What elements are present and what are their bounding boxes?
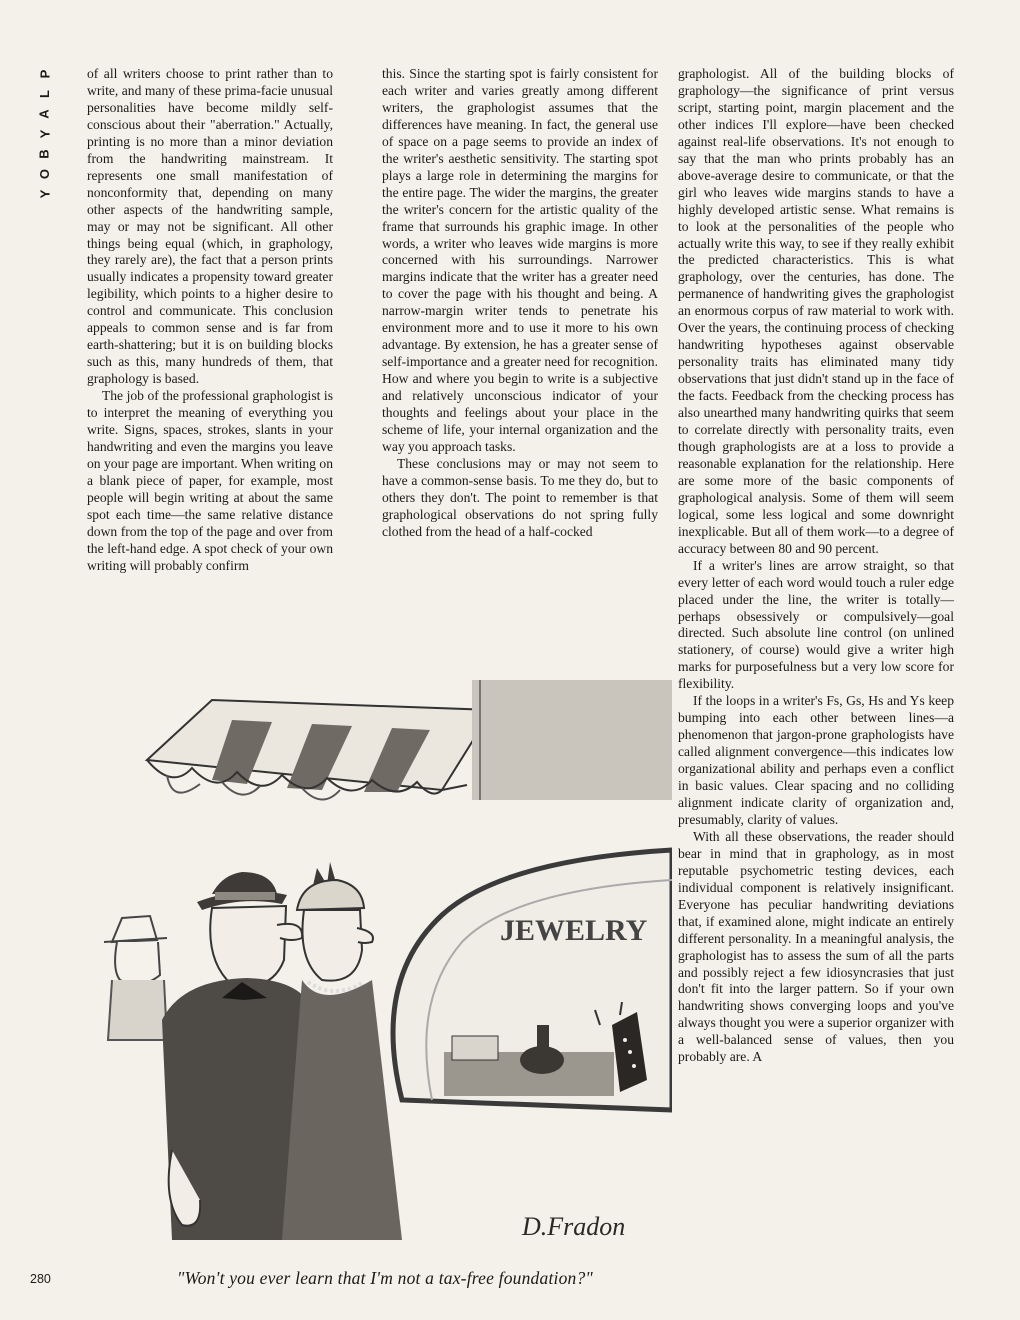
paragraph: If a writer's lines are arrow straight, so that every letter of each word would touch a ruler edge placed under the line, the writer is totally—perhaps obsessively or compulsively—goal directed. Such absolute line control (on unlined stationery, of course) would give a writer high marks for purposefulness but a very low score for flexibility. — [678, 557, 954, 692]
artist-signature: D.Fradon — [522, 1212, 626, 1241]
masthead-letter: B — [36, 149, 52, 159]
paragraph: If the loops in a writer's Fs, Gs, Hs and Ys keep bumping into each other between lines—a phenomenon that jargon-prone graphologists have called alignment convergence—this indicates low organizational ability and perhaps even a conflict in basic values. Clear spacing and no colliding alignment indicate clarity of organization and, presumably, clarity of values. — [678, 693, 954, 827]
page-number: 280 — [30, 1272, 51, 1286]
masthead-letter: Y — [36, 129, 52, 139]
background-man — [104, 916, 167, 1040]
paragraph: The job of the professional graphologist is to interpret the meaning of everything you write. Signs, spaces, strokes, slants in your handwriting and even the margins you leave on your page are important. When writing on a blank piece of paper, for example, most people will begin writing at about the same spot each time—the same relative distance down from the top of the page and over from the left-hand edge. A spot check of your own writing will probably confirm — [87, 388, 333, 573]
masthead-letter: Y — [36, 189, 52, 199]
article-column-1 — [87, 66, 333, 575]
paragraph: These conclusions may or may not seem to have a common-sense basis. To me they do, but to others they don't. The point to remember is that graphological observations do not spring fully clothed from the head of a half-cocked — [382, 455, 658, 539]
masthead-letter: L — [36, 90, 52, 98]
article-column-3 — [678, 66, 954, 1066]
masthead-letter: P — [36, 69, 52, 79]
awning — [147, 700, 492, 800]
woman-figure — [282, 862, 402, 1240]
paragraph: of all writers choose to print rather than to write, and many of these prima-facie unusual personalities have become mildly self-conscious about their "aberration." Actually, printing is no more than a minor deviation from the handwriting mainstream. It represents one small manifestation of nonconformity that, depending on many other aspects of the handwriting sample, may or may not be significant. All other things being equal (which, in graphology, they rarely are), the fact that a person prints usually indicates a propensity toward greater legibility, which points to a higher desire to control and communicate. This conclusion appeals to common sense and is far from earth-shattering; but it is on building blocks such as this, many hundreds of them, that graphology is based. — [87, 66, 333, 387]
masthead-letter: A — [36, 109, 52, 119]
paragraph: this. Since the starting spot is fairly consistent for each writer and varies greatly among different writers, the graphologist assumes that the differences have meaning. In fact, the general use of space on a page seems to provide an index of the writer's aesthetic sensitivity. The starting spot plays a large role in determining the margins for the entire page. The wider the margins, the greater the writer's concern for the artistic quality of the frame that surrounds his graphic image. In other words, a writer who leaves wide margins is more concerned with his surroundings. Narrower margins indicate that the writer has a greater need to cover the page with his thought and being. A narrow-margin writer tends to penetrate his environment more and to use it more to his own advantage. By extension, he has a greater sense of self-importance and a greater need for recognition. How and where you begin to write is a subjective and relatively unconscious indicator of your thoughts and feelings about your place in the scheme of life, your internal organization and the way you approach tasks. — [382, 66, 658, 454]
cartoon-illustration — [72, 680, 672, 1260]
masthead-letter: O — [37, 168, 52, 180]
article-column-2 — [382, 66, 658, 541]
paragraph: With all these observations, the reader should bear in mind that in graphology, as in most reputable psychometric testing devices, each individual component is relatively insignificant. Everyone has peculiar handwriting deviations that, if examined alone, might indicate an entirely different personality. In a meaningful analysis, the graphologist has to assess the sum of all the parts and possibly reject a few idiosyncrasies that just don't fit into the larger pattern. So if your own handwriting shows converging loops and you've always thought you were a superior organizer with a well-balanced sense of values, then you probably are. A — [678, 828, 954, 1065]
cartoon-caption: "Won't you ever learn that I'm not a tax-free foundation?" — [177, 1268, 593, 1288]
masthead-vertical — [30, 64, 60, 204]
paragraph: graphologist. All of the building blocks of graphology—the significance of print versus script, starting point, margin placement and the other indices I'll explore—have been checked against real-life observations. It's not enough to say that the man who prints probably has an above-average desire to communicate, or that the girl who leaves wide margins stands to have a highly developed artistic sense. What remains is to look at the personalities of the people who actually write this way, to see if they really exhibit the predicted characteristics. This is what graphology, over the centuries, has done. The permanence of handwriting gives the graphologist an enormous corpus of raw material to work with. Over the years, the continuing process of checking handwriting hypotheses against observable personality traits has eliminated many tidy observations that just didn't stand up in the face of the facts. Feedback from the checking process has also unearthed many handwriting quirks that seem to correlate directly with personality traits, even though graphologists are at a loss to provide a reasonable explanation for the relationship. Here are some more of the basic components of graphological analysis. Some of them will seem logical, some less logical and some downright inexplicable. But all of them work—to a degree of accuracy between 80 and 90 percent. — [678, 66, 954, 556]
jewelry-sign: JEWELRY — [500, 914, 648, 947]
